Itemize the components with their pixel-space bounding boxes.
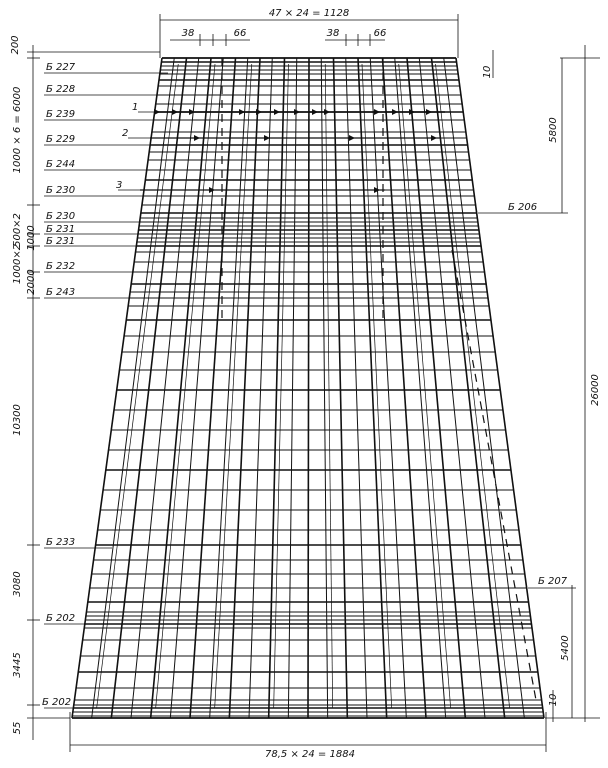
bar-label-b202b: Б 202 xyxy=(42,697,72,708)
top-gap-left-2: 66 xyxy=(233,28,247,39)
left-dim-6: 10300 xyxy=(12,404,23,436)
bottom-total-dim: 78,5 × 24 = 1884 xyxy=(265,749,355,760)
vertical-bar-secondary xyxy=(97,64,179,708)
vertical-bar xyxy=(456,58,544,718)
right-dim-lower: 5400 xyxy=(560,635,571,661)
vertical-bar xyxy=(288,58,296,718)
left-dim-7: 3080 xyxy=(12,571,23,597)
right-dim-top-small: 10 xyxy=(482,65,493,79)
vertical-bar-secondary xyxy=(156,64,215,708)
vertical-bar xyxy=(308,58,309,718)
callout-3: 3 xyxy=(116,180,123,191)
vertical-bar xyxy=(151,58,211,718)
left-dim-2: 500×2 xyxy=(12,213,23,247)
left-dim-top: 200 xyxy=(10,35,21,55)
bar-label-b232: Б 232 xyxy=(46,261,76,272)
bar-label-b229: Б 229 xyxy=(46,134,76,145)
vertical-bar xyxy=(249,58,272,718)
left-dim-3: 1000 xyxy=(26,225,37,251)
left-dim-5: 2000 xyxy=(26,269,37,295)
bar-label-b207: Б 207 xyxy=(538,576,568,587)
reinforcement-mesh xyxy=(72,58,544,718)
bar-label-b227: Б 227 xyxy=(46,62,76,73)
vertical-bar xyxy=(407,58,465,718)
bar-label-b244: Б 244 xyxy=(46,159,76,170)
bar-label-b206: Б 206 xyxy=(508,202,538,213)
bar-label-b239: Б 239 xyxy=(46,109,76,120)
top-gap-right-1: 38 xyxy=(326,28,340,39)
vertical-bar xyxy=(432,58,505,718)
vertical-bar xyxy=(131,58,199,718)
callout-2: 2 xyxy=(122,128,129,139)
vertical-bar xyxy=(321,58,327,718)
dimension-lines xyxy=(27,14,600,752)
right-dim-total: 26000 xyxy=(590,374,601,406)
bar-label-b231b: Б 231 xyxy=(46,236,76,247)
bar-label-b231a: Б 231 xyxy=(46,224,76,235)
vertical-bar xyxy=(358,58,387,718)
top-total-dim: 47 × 24 = 1128 xyxy=(268,8,350,19)
bar-label-b230a: Б 230 xyxy=(46,185,76,196)
bar-labels xyxy=(42,62,568,708)
bar-label-b233: Б 233 xyxy=(46,537,76,548)
vertical-bar xyxy=(92,58,175,718)
dimension-texts xyxy=(10,8,601,760)
vertical-bar xyxy=(419,58,485,718)
vertical-bar-secondary xyxy=(215,64,252,708)
vertical-bar-secondary xyxy=(362,64,392,708)
left-dim-1: 1000 × 6 = 6000 xyxy=(12,86,23,174)
top-gap-left-1: 38 xyxy=(181,28,195,39)
vertical-bar xyxy=(334,58,348,718)
left-dim-8: 3445 xyxy=(12,652,23,678)
right-dim-upper: 5800 xyxy=(548,117,559,143)
bar-label-b228: Б 228 xyxy=(46,84,76,95)
vertical-bar xyxy=(269,58,285,718)
callout-1: 1 xyxy=(132,102,139,113)
bar-label-b243: Б 243 xyxy=(46,287,76,298)
vertical-bar xyxy=(383,58,427,718)
left-dim-bottom: 55 xyxy=(12,721,23,735)
vertical-bar xyxy=(346,58,367,718)
left-dim-4: 1000×2 xyxy=(12,243,23,285)
bar-label-b230b: Б 230 xyxy=(46,211,76,222)
bar-label-b202a: Б 202 xyxy=(46,613,76,624)
vertical-bar xyxy=(229,58,260,718)
right-dim-bottom-small: 10 xyxy=(548,693,559,707)
vertical-bar-secondary xyxy=(436,64,510,708)
top-gap-right-2: 66 xyxy=(373,28,387,39)
